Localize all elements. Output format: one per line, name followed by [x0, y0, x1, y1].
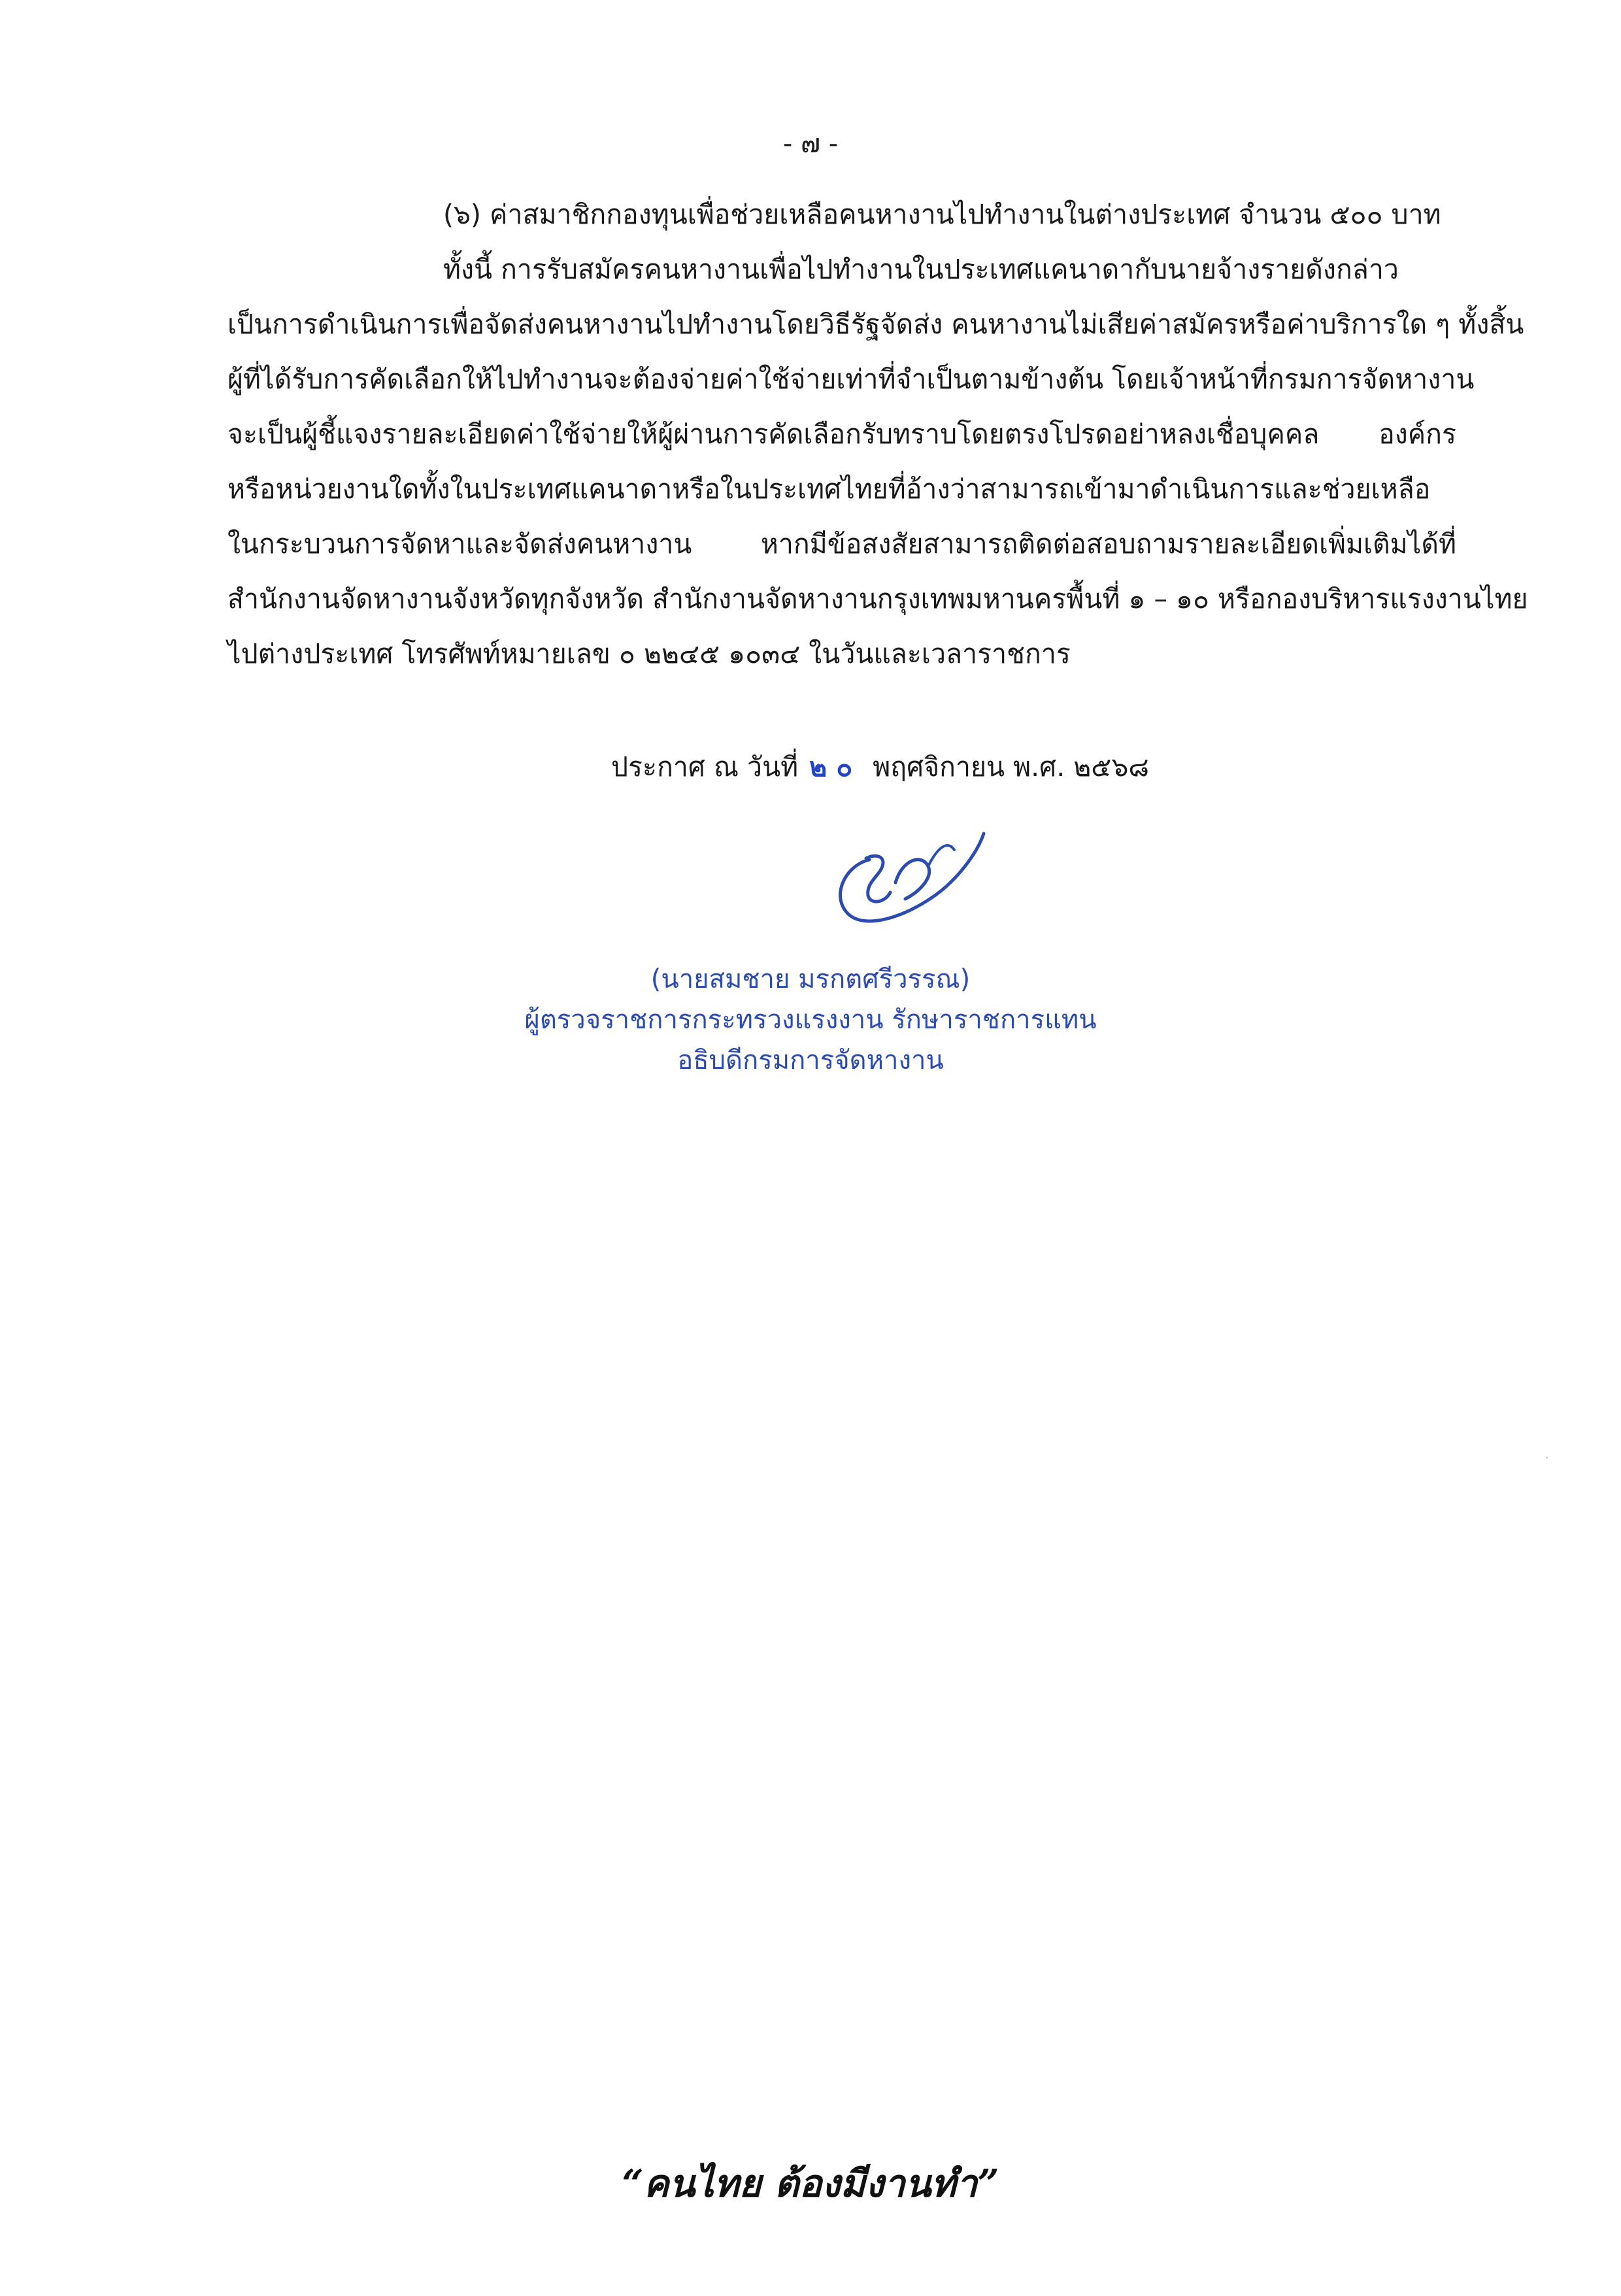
signatory-title: อธิบดีกรมการจัดหางาน	[677, 1045, 944, 1075]
signatory-name: (นายสมชาย มรกตศรีวรรณ)	[650, 964, 971, 994]
paragraph-line: จะเป็นผู้ชี้แจงรายละเอียดค่าใช้จ่ายให้ผู้ผ่านการคัดเลือกรับทราบโดยตรงโปรดอย่าหลงเชื่อบุคคล องค์กร	[227, 418, 1456, 450]
page-number: - ๗ -	[782, 129, 839, 159]
paragraph-line: สำนักงานจัดหางานจังหวัดทุกจังหวัด สำนักงานจัดหางานกรุงเทพมหานครพื้นที่ ๑ – ๑๐ หรือกองบริหารแรงงานไทย	[227, 583, 1528, 615]
handwritten-signature	[830, 820, 987, 932]
paragraph-line: (๖) ค่าสมาชิกกองทุนเพื่อช่วยเหลือคนหางานไปทำงานในต่างประเทศ จำนวน ๕๐๐ บาท	[443, 199, 1441, 230]
paragraph-line: เป็นการดำเนินการเพื่อจัดส่งคนหางานไปทำงานโดยวิธีรัฐจัดส่ง คนหางานไม่เสียค่าสมัครหรือค่าบริการใด ๆ ทั้งสิ้น	[227, 309, 1524, 340]
paragraph-line: ไปต่างประเทศ โทรศัพท์หมายเลข ๐ ๒๒๔๕ ๑๐๓๔ ในวันและเวลาราชการ	[227, 638, 1071, 669]
announcement-date	[611, 749, 1149, 785]
date-day: ๒๐	[809, 751, 862, 783]
paragraph-line: หรือหน่วยงานใดทั้งในประเทศแคนาดาหรือในประเทศไทยที่อ้างว่าสามารถเข้ามาดำเนินการและช่วยเหลือ	[227, 473, 1431, 505]
paragraph-line: ทั้งนี้ การรับสมัครคนหางานเพื่อไปทำงานในประเทศแคนาดากับนายจ้างรายดังกล่าว	[443, 254, 1399, 285]
date-month-year: พฤศจิกายน พ.ศ. ๒๕๖๘	[873, 751, 1149, 783]
signatory-block	[0, 961, 1621, 1083]
paragraph-line: ในกระบวนการจัดหาและจัดส่งคนหางาน หากมีข้อสงสัยสามารถติดต่อสอบถามรายละเอียดเพิ่มเติมได้ที่	[227, 528, 1456, 560]
date-prefix: ประกาศ ณ วันที่	[611, 751, 799, 783]
paragraph-line: ผู้ที่ได้รับการคัดเลือกให้ไปทำงานจะต้องจ่ายค่าใช้จ่ายเท่าที่จำเป็นตามข้างต้น โดยเจ้าหน้าที่กรมการจัดหางาน	[227, 363, 1475, 395]
signatory-position: ผู้ตรวจราชการกระทรวงแรงงาน รักษาราชการแทน	[524, 1005, 1097, 1035]
footer-slogan: “คนไทย ต้องมีงานทำ”	[622, 2161, 999, 2206]
scan-speck	[1546, 1457, 1548, 1459]
